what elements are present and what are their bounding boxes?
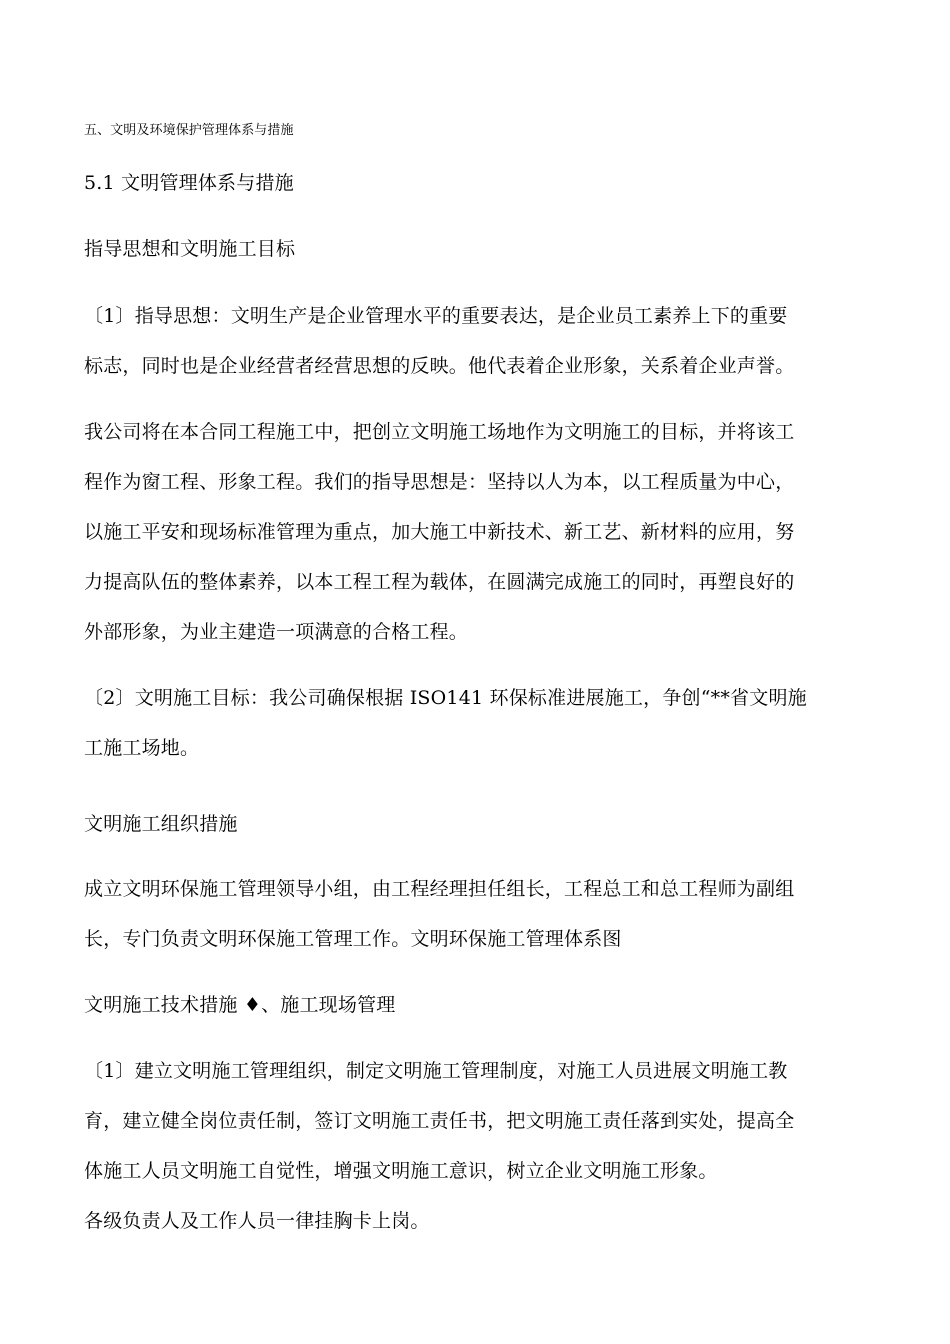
paragraph-line: 外部形象，为业主建造一项满意的合格工程。 <box>84 621 469 643</box>
paragraph-line: 〔2〕文明施工目标：我公司确保根据 ISO141 环保标准进展施工，争创“**省文明施 <box>84 687 807 709</box>
paragraph-line: 长，专门负责文明环保施工管理工作。文明环保施工管理体系图 <box>84 928 622 950</box>
heading-technical-measures: 文明施工技术措施 ♦、施工现场管理 <box>84 994 396 1016</box>
paragraph-line: 成立文明环保施工管理领导小组，由工程经理担任组长，工程总工和总工程师为副组 <box>84 878 795 900</box>
paragraph-line: 以施工平安和现场标准管理为重点，加大施工中新技术、新工艺、新材料的应用，努 <box>84 521 795 543</box>
paragraph-line: 各级负责人及工作人员一律挂胸卡上岗。 <box>84 1210 430 1232</box>
paragraph-line: 〔1〕指导思想：文明生产是企业管理水平的重要表达，是企业员工素养上下的重要 <box>84 305 788 327</box>
section-title: 五、文明及环境保护管理体系与措施 <box>84 123 294 138</box>
paragraph-line: 标志，同时也是企业经营者经营思想的反映。他代表着企业形象，关系着企业声誉。 <box>84 355 795 377</box>
heading-organization-measures: 文明施工组织措施 <box>84 813 238 835</box>
subsection-title: 5.1 文明管理体系与措施 <box>84 172 294 194</box>
paragraph-line: 体施工人员文明施工自觉性，增强文明施工意识，树立企业文明施工形象。 <box>84 1160 718 1182</box>
paragraph-line: 我公司将在本合同工程施工中，把创立文明施工场地作为文明施工的目标，并将该工 <box>84 421 795 443</box>
paragraph-line: 育，建立健全岗位责任制，签订文明施工责任书，把文明施工责任落到实处，提高全 <box>84 1110 795 1132</box>
paragraph-line: 工施工场地。 <box>84 737 200 759</box>
heading-guiding-ideology: 指导思想和文明施工目标 <box>84 238 296 260</box>
paragraph-line: 力提高队伍的整体素养，以本工程工程为载体，在圆满完成施工的同时，再塑良好的 <box>84 571 795 593</box>
paragraph-line: 程作为窗工程、形象工程。我们的指导思想是：坚持以人为本，以工程质量为中心， <box>84 471 795 493</box>
paragraph-line: 〔1〕建立文明施工管理组织，制定文明施工管理制度，对施工人员进展文明施工教 <box>84 1060 788 1082</box>
